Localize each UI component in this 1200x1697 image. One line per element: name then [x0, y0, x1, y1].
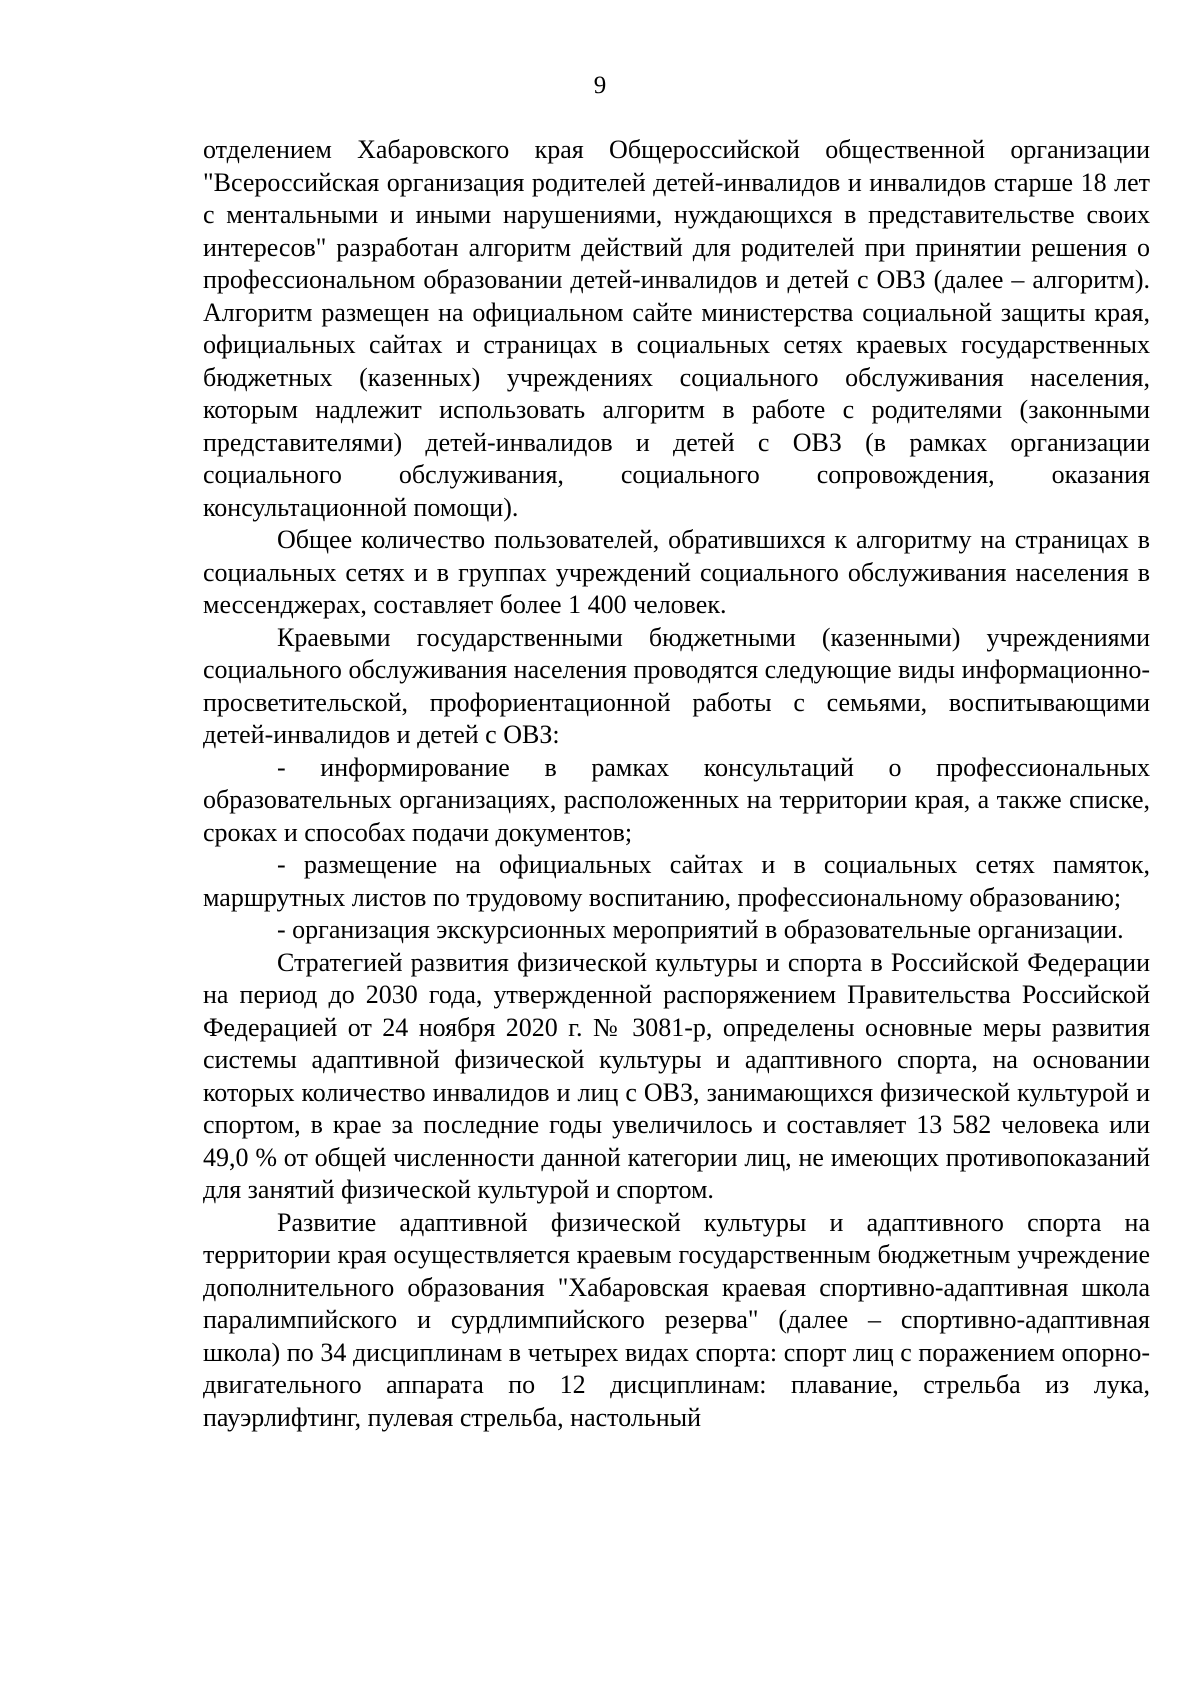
list-item-excursions: - организация экскурсионных мероприятий в образовательные организации.	[277, 915, 1124, 944]
list-item-informing: - информирование в рамках консультаций о профессиональных образовательных организациях, расположенных на территории края, а также списке, сроках и способах подачи документов;	[203, 752, 1150, 847]
paragraph-users-count: Общее количество пользователей, обратившихся к алгоритму на страницах в социальных сетях и в группах учреждений социального обслуживания населения в мессенджерах, составляет более 1 400 человек.	[203, 525, 1150, 619]
paragraph-work-types: Краевыми государственными бюджетными (казенными) учреждениями социального обслуживания населения проводятся следующие виды информационно-просветительской, профориентационной работы с семьями, воспитывающими детей-инвалидов и детей с ОВЗ:	[203, 622, 1150, 749]
document-body	[203, 134, 1150, 1434]
paragraph-algorithm: отделением Хабаровского края Общероссийской общественной организации "Всероссийская организация родителей детей-инвалидов и инвалидов старше 18 лет с ментальными и иными нарушениями, нуждающихся в представительстве своих интересов" разработан алгоритм действий для родителей при принятии решения о профессиональном образовании детей-инвалидов и детей с ОВЗ (далее – алгоритм). Алгоритм размещен на официальном сайте министерства социальной защиты края, официальных сайтах и страницах в социальных сетях краевых государственных бюджетных (казенных) учреждениях социального обслуживания населения, которым надлежит использовать алгоритм в работе с родителями (законными представителями) детей-инвалидов и детей с ОВЗ (в рамках организации социального обслуживания, социального сопровождения, оказания консультационной помощи).	[203, 135, 1150, 522]
page-number: 9	[593, 72, 607, 99]
paragraph-strategy: Стратегией развития физической культуры и спорта в Российской Федерации на период до 2030 года, утвержденной распоряжением Правительства Российской Федерацией от 24 ноября 2020 г. № 3081-р, определены основные меры развития системы адаптивной физической культуры и адаптивного спорта, на основании которых количество инвалидов и лиц с ОВЗ, занимающихся физической культурой и спортом, в крае за последние годы увеличилось и составляет 13 582 человека или 49,0 % от общей численности данной категории лиц, не имеющих противопоказаний для занятий физической культурой и спортом.	[203, 947, 1150, 1204]
paragraph-adaptive-sport: Развитие адаптивной физической культуры и адаптивного спорта на территории края осуществляется краевым государственным бюджетным учреждение дополнительного образования "Хабаровская краевая спортивно-адаптивная школа паралимпийского и сурдлимпийского резерва" (далее – спортивно-адаптивная школа) по 34 дисциплинам в четырех видах спорта: спорт лиц с поражением опорно-двигательного аппарата по 12 дисциплинам: плавание, стрельба из лука, пауэрлифтинг, пулевая стрельба, настольный	[203, 1207, 1150, 1432]
list-item-publishing: - размещение на официальных сайтах и в социальных сетях памяток, маршрутных листов по трудовому воспитанию, профессиональному образованию;	[203, 850, 1150, 912]
